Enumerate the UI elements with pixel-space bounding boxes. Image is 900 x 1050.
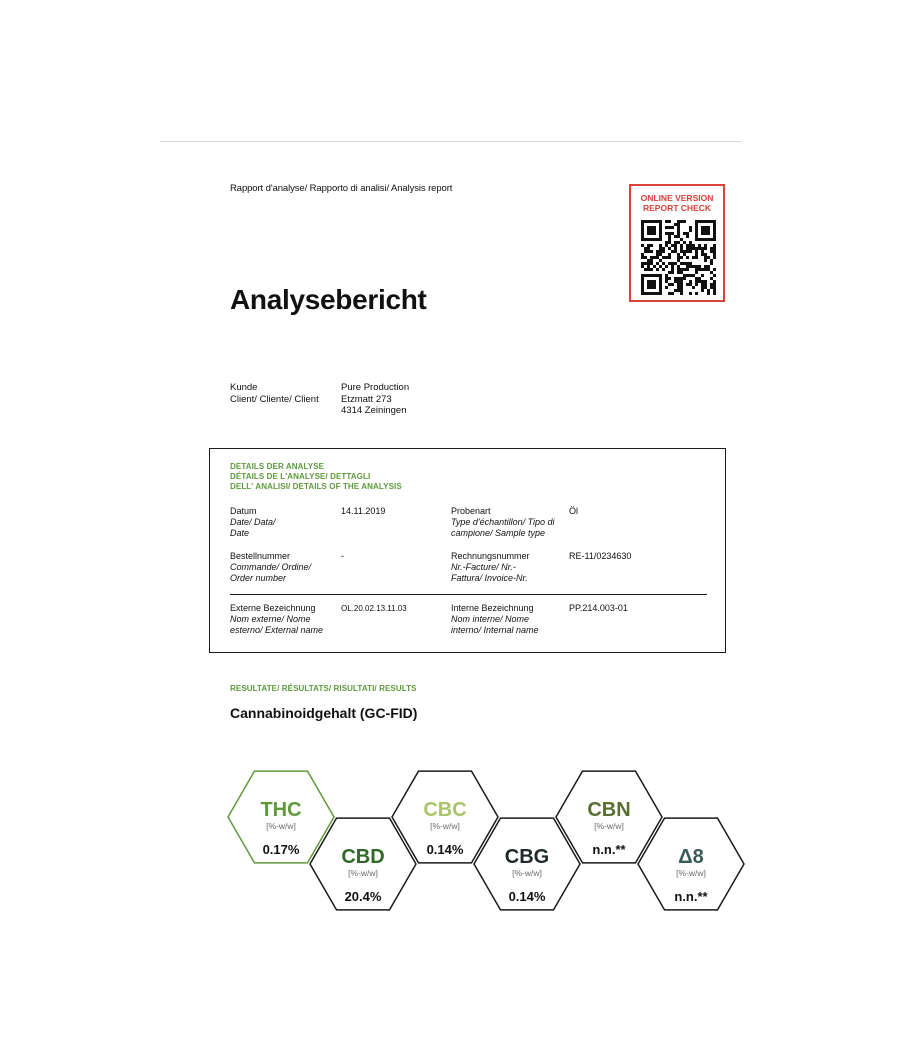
qr-label-line2: REPORT CHECK (642, 203, 711, 213)
cannabinoid-value: 0.14% (508, 889, 546, 904)
qr-label-line1: ONLINE VERSION (640, 193, 714, 203)
internal-name-label-de: Interne Bezeichnung (451, 603, 534, 613)
cannabinoid-name: Δ8 (678, 846, 704, 868)
sample-type-label-de: Probenart (451, 506, 491, 516)
sample-type-label-alt1: Type d'échantillon/ Tipo di (451, 517, 555, 527)
cannabinoid-value: 0.17% (262, 842, 300, 857)
date-label-alt1: Date/ Data/ (230, 517, 276, 527)
order-number-label-alt1: Commande/ Ordine/ (230, 562, 312, 572)
order-number-label-de: Bestellnummer (230, 551, 291, 561)
client-name: Pure Production (341, 382, 410, 393)
cannabinoid-value: n.n.** (592, 842, 626, 857)
date-value: 14.11.2019 (341, 506, 386, 516)
cannabinoid-name: CBN (587, 799, 631, 821)
external-name-value: OL.20.02.13.11.03 (341, 604, 407, 613)
report-subtitle: Rapport d'analyse/ Rapporto di analisi/ Analysis report (230, 183, 453, 194)
order-number-label-alt2: Order number (230, 573, 287, 583)
cannabinoid-value: 20.4% (344, 889, 382, 904)
invoice-number-label-alt2: Fattura/ Invoice-Nr. (451, 573, 528, 583)
internal-name-label-alt2: interno/ Internal name (451, 625, 539, 635)
date-label-alt2: Date (230, 528, 250, 538)
details-heading-line2: DÉTAILS DE L'ANALYSE/ DETTAGLI (230, 472, 371, 481)
cannabinoid-name: CBD (341, 846, 385, 868)
order-number-value: - (341, 551, 344, 561)
invoice-number-label-alt1: Nr.-Facture/ Nr.- (451, 562, 516, 572)
results-title: Cannabinoidgehalt (GC-FID) (230, 705, 418, 721)
internal-name-label-alt1: Nom interne/ Nome (451, 614, 530, 624)
internal-name-value: PP.214.003-01 (569, 603, 628, 613)
cannabinoid-value: 0.14% (426, 842, 464, 857)
cannabinoid-unit: [%-w/w] (512, 868, 542, 878)
cannabinoid-name: THC (260, 799, 302, 821)
details-heading-line1: DETAILS DER ANALYSE (230, 462, 325, 471)
cannabinoid-name: CBG (504, 846, 550, 868)
cannabinoid-name: CBC (423, 799, 467, 821)
external-name-label-alt1: Nom externe/ Nome (230, 614, 311, 624)
invoice-number-value: RE-11/0234630 (569, 551, 632, 561)
sample-type-label-alt2: campione/ Sample type (451, 528, 546, 538)
invoice-number-label-de: Rechnungsnummer (451, 551, 530, 561)
cannabinoid-unit: [%-w/w] (348, 868, 378, 878)
cannabinoid-value: n.n.** (674, 889, 708, 904)
results-heading: RESULTATE/ RÉSULTATS/ RISULTATI/ RESULTS (230, 684, 417, 693)
details-heading-line3: DELL' ANALISI/ DETAILS OF THE ANALYSIS (230, 482, 402, 491)
page-title: Analysebericht (230, 284, 427, 315)
sample-type-value: Öl (569, 506, 578, 516)
cannabinoid-unit: [%-w/w] (594, 821, 624, 831)
client-label-line1: Kunde (230, 382, 258, 393)
client-city: 4314 Zeiningen (341, 405, 407, 416)
client-label-line2: Client/ Cliente/ Client (230, 393, 319, 405)
external-name-label-de: Externe Bezeichnung (230, 603, 316, 613)
date-label-de: Datum (230, 506, 257, 516)
client-street: Etzmatt 273 (341, 393, 392, 405)
cannabinoid-unit: [%-w/w] (266, 821, 296, 831)
cannabinoid-unit: [%-w/w] (430, 821, 460, 831)
cannabinoid-unit: [%-w/w] (676, 868, 706, 878)
external-name-label-alt2: esterno/ External name (230, 625, 324, 635)
